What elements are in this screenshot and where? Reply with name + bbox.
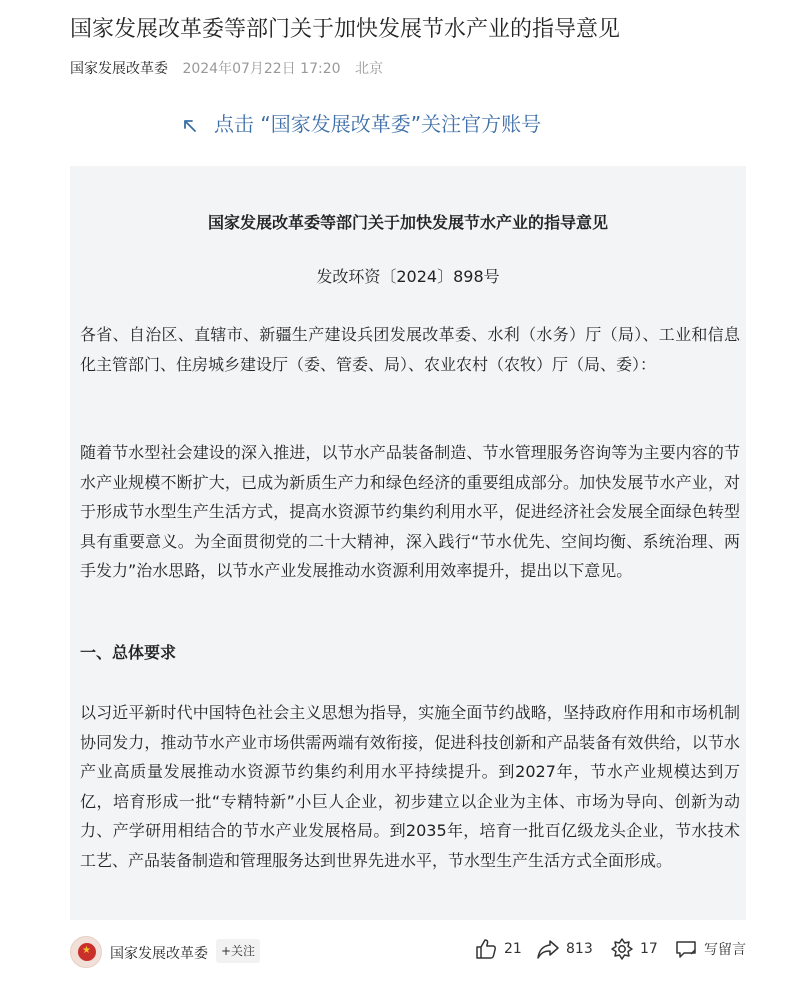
author-name[interactable]: 国家发展改革委 <box>110 946 208 962</box>
section-heading: 一、总体要求 <box>80 643 177 662</box>
write-comment-button[interactable] <box>674 937 746 961</box>
share-count: 813 <box>566 941 593 957</box>
thumbs-up-icon <box>474 937 498 961</box>
like-count: 21 <box>504 941 522 957</box>
like-button[interactable] <box>474 937 522 961</box>
publish-time: 2024年07月22日 17:20 <box>182 61 341 77</box>
comment-label: 写留言 <box>704 942 746 958</box>
addressee-paragraph: 各省、自治区、直辖市、新疆生产建设兵团发展改革委、水利（水务）厅（局）、工业和信息化主管部门、住房城乡建设厅（委、管委、局）、农业农村（农牧）厅（局、委）： <box>80 325 740 374</box>
follow-button[interactable]: +关注 <box>216 939 260 963</box>
article-title: 国家发展改革委等部门关于加快发展节水产业的指导意见 <box>70 17 621 42</box>
intro-paragraph: 随着节水型社会建设的深入推进，以节水产品装备制造、节水管理服务咨询等为主要内容的节水产业规模不断扩大，已成为新质生产力和绿色经济的重要组成部分。加快发展节水产业，对于形成节水型生产生活方式，提高水资源节约集约利用水平，促进经济社会发展全面绿色转型具有重要意义。为全面贯彻党的二十大精神，深入践行“节水优先、空间均衡、系统治理、两手发力”治水思路，以节水产业发展推动水资源利用效率提升，提出以下意见。 <box>80 443 740 580</box>
source-link[interactable]: 国家发展改革委 <box>70 61 168 77</box>
article-body <box>70 166 746 920</box>
star-icon: ★ <box>82 945 91 956</box>
arrow-up-left-icon <box>182 115 198 131</box>
comment-icon <box>674 937 698 961</box>
share-button[interactable] <box>536 937 593 961</box>
follow-official-account-link[interactable] <box>182 108 541 137</box>
location: 北京 <box>354 61 383 77</box>
article-meta <box>70 58 383 78</box>
flower-icon <box>610 937 634 961</box>
recommend-button[interactable] <box>610 937 658 961</box>
footer-bar <box>0 928 812 976</box>
avatar[interactable] <box>70 936 102 968</box>
recommend-count: 17 <box>640 941 658 957</box>
document-title: 国家发展改革委等部门关于加快发展节水产业的指导意见 <box>207 213 608 232</box>
document-number: 发改环资〔2024〕898号 <box>316 267 500 286</box>
follow-hint-text: 点击 “国家发展改革委”关注官方账号 <box>214 112 542 136</box>
share-arrow-icon <box>536 937 560 961</box>
section-paragraph: 以习近平新时代中国特色社会主义思想为指导，实施全面节约战略，坚持政府作用和市场机制协同发力，推动节水产业市场供需两端有效衔接，促进科技创新和产品装备有效供给，以节水产业高质量发展推动水资源节约集约利用水平持续提升。到2027年，节水产业规模达到万亿，培育形成一批“专精特新”小巨人企业，初步建立以企业为主体、市场为导向、创新为动力、产学研用相结合的节水产业发展格局。到2035年，培育一批百亿级龙头企业，节水技术工艺、产品装备制造和管理服务达到世界先进水平，节水型生产生活方式全面形成。 <box>80 703 740 870</box>
